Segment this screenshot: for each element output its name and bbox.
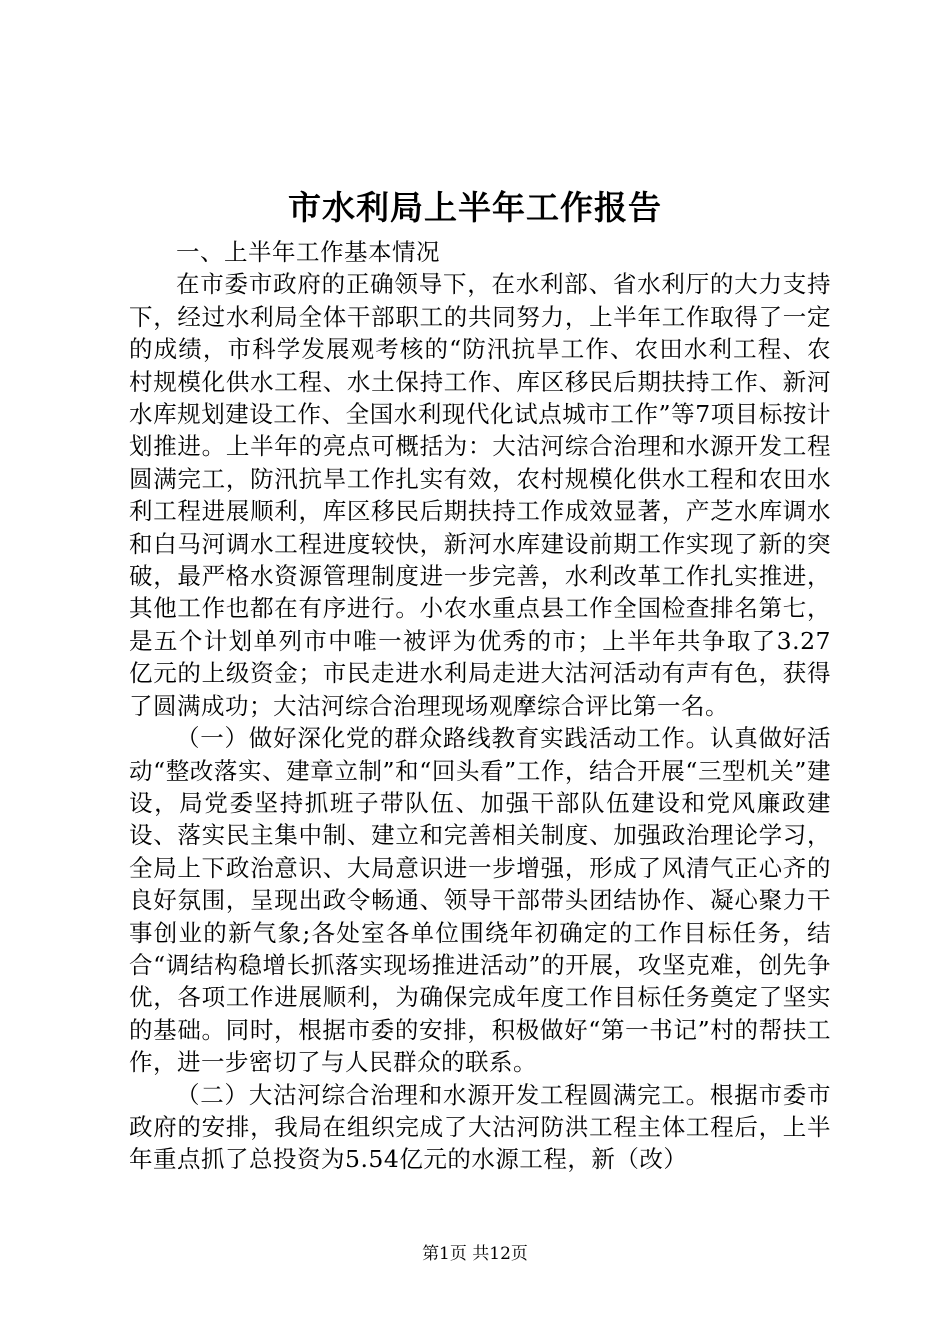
paragraph-overview: 在市委市政府的正确领导下，在水利部、省水利厅的大力支持下，经过水利局全体干部职工的共同努力，上半年工作取得了一定的成绩，市科学发展观考核的“防汛抗旱工作、农田水利工程、农村规模化供水工程、水土保持工作、库区移民后期扶持工作、新河水库规划建设工作、全国水利现代化试点城市工作”等7项目标按计划推进。上半年的亮点可概括为：大沽河综合治理和水源开发工程圆满完工，防汛抗旱工作扎实有效，农村规模化供水工程和农田水利工程进展顺利，库区移民后期扶持工作成效显著，产芝水库调水和白马河调水工程进度较快，新河水库建设前期工作实现了新的突破，最严格水资源管理制度进一步完善，水利改革工作扎实推进，其他工作也都在有序进行。小农水重点县工作全国检查排名第七，是五个计划单列市中唯一被评为优秀的市；上半年共争取了3.27亿元的上级资金；市民走进水利局走进大沽河活动有声有色，获得了圆满成功；大沽河综合治理现场观摩综合评比第一名。 — [129, 270, 831, 720]
paragraph-dagu-river: （二）大沽河综合治理和水源开发工程圆满完工。根据市委市政府的安排，我局在组织完成了大沽河防洪工程主体工程后，上半年重点抓了总投资为5.54亿元的水源工程，新（改） — [129, 1080, 831, 1174]
page-number-footer: 第1页 共12页 — [422, 1244, 528, 1264]
document-title: 市水利局上半年工作报告 — [288, 188, 662, 227]
section-heading: 一、上半年工作基本情况 — [176, 238, 440, 266]
document-body — [129, 236, 831, 1176]
paragraph-party-education: （一）做好深化党的群众路线教育实践活动工作。认真做好活动“整改落实、建章立制”和“回头看”工作，结合开展“三型机关”建设，局党委坚持抓班子带队伍、加强干部队伍建设和党风廉政建设、落实民主集中制、建立和完善相关制度、加强政治理论学习，全局上下政治意识、大局意识进一步增强，形成了风清气正心齐的良好氛围，呈现出政令畅通、领导干部带头团结协作、凝心聚力干事创业的新气象;各处室各单位围绕年初确定的工作目标任务，结合“调结构稳增长抓落实现场推进活动”的开展，攻坚克难，创先争优，各项工作进展顺利，为确保完成年度工作目标任务奠定了坚实的基础。同时，根据市委的安排，积极做好“第一书记”村的帮扶工作，进一步密切了与人民群众的联系。 — [129, 724, 831, 1077]
